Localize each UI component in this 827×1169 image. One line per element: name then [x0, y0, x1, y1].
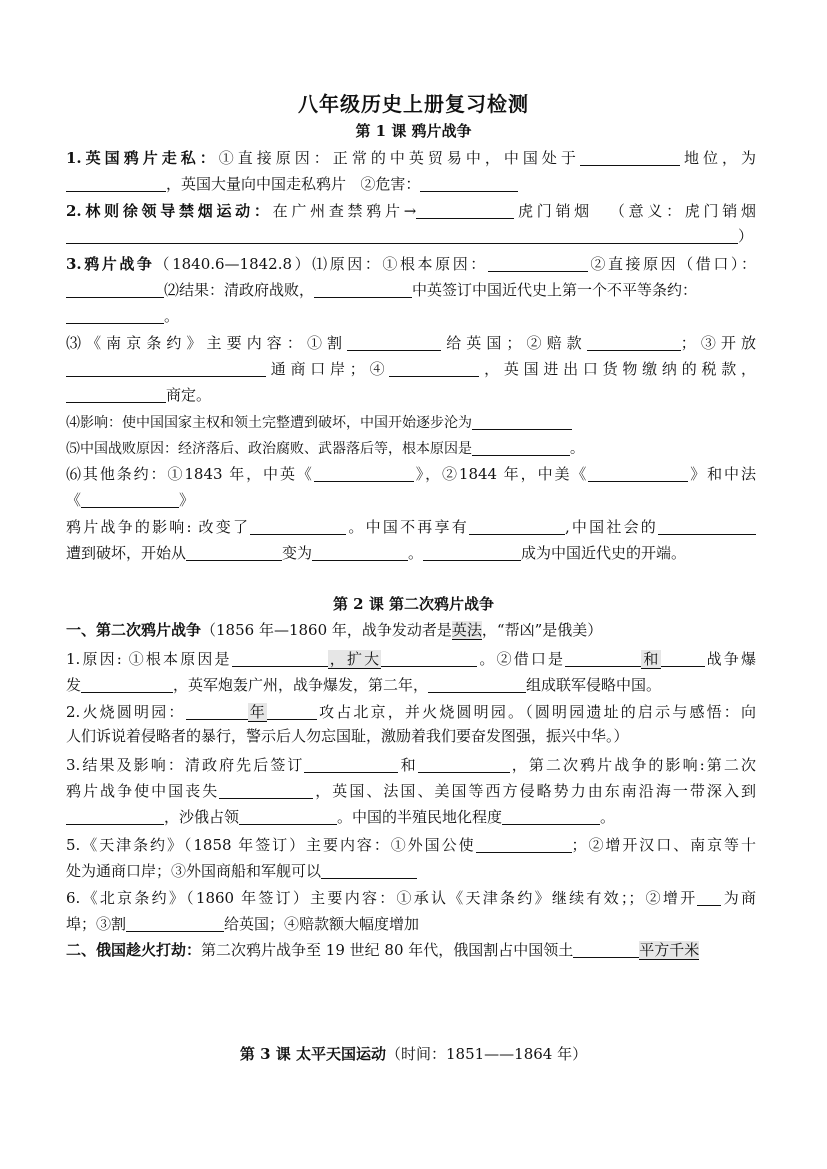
l1-item2-line2: ） [66, 222, 756, 248]
fill-blank [66, 173, 166, 192]
l1-item3-line2: ⑵结果：清政府战败， 中英签订中国近代史上第一个不平等条约： [66, 276, 756, 302]
fill-blank [472, 411, 572, 430]
lesson1-heading: 第 1 课 鸦片战争 [355, 122, 472, 140]
fill-blank [314, 463, 414, 482]
fill-blank [66, 358, 266, 377]
fill-blank [347, 332, 441, 351]
l1-item4-line3: 商定。 [66, 381, 756, 407]
fill-blank [186, 701, 248, 720]
l1-item2-line1: 2.林则徐领导禁烟运动：在广州查禁鸦片→ 虎门销烟 （意义：虎门销烟 [66, 202, 756, 220]
l2-item2-line1: 2.火烧圆明园： 年 攻占北京，并火烧圆明园。（圆明园遗址的启示与感悟：向 [66, 703, 756, 721]
fill-blank [697, 887, 721, 906]
fill-blank [565, 648, 641, 667]
l1-item7-line2: 《 》 [66, 491, 195, 509]
fill-blank [321, 860, 417, 879]
fill-blank [219, 780, 313, 799]
l1-item7-line1: ⑹其他条约：①1843 年，中英《 》，②1844 年，中美《 》和中法 [66, 465, 756, 483]
fill-blank [381, 648, 477, 667]
l1-impact-line2: 遭到破坏，开始从 变为 。 成为中国近代史的开端。 [66, 544, 687, 562]
l2-item6-line1: 6.《北京条约》（1860 年签订）主要内容：①承认《天津条约》继续有效；；②增开 为商 [66, 889, 756, 907]
l2-item6-line2: 埠；③割 给英国；④赔款额大幅度增加 [66, 915, 420, 933]
l1-impact-line1: 鸦片战争的影响: 改变了 。中国不再享有 ,中国社会的 [66, 513, 756, 539]
fill-blank [389, 358, 479, 377]
fill-blank [312, 542, 408, 561]
l2-item3-line1: 3.结果及影响：清政府先后签订 和 ，第二次鸦片战争的影响:第二次 [66, 756, 756, 774]
fill-blank [66, 305, 164, 324]
l1-item4-line1: ⑶《南京条约》主要内容：①割 给英国；②赔款 ；③开放 [66, 334, 756, 352]
fill-blank [314, 279, 412, 298]
fill-blank [587, 332, 681, 351]
l2-item1-line1: 1.原因: ①根本原因是 ，扩大 。②借口是 和 战争爆 [66, 650, 756, 668]
fill-blank [239, 806, 337, 825]
l2-section2: 二、俄国趁火打劫：第二次鸦片战争至 19 世纪 80 年代，俄国割占中国领土 平方千米 [66, 941, 700, 959]
l1-item3-label: 3.鸦片战争 [66, 255, 155, 273]
l2-item5-line2: 处为通商口岸；③外国商船和军舰可以 [66, 857, 756, 883]
highlighted-answer: ，扩大 [327, 650, 382, 668]
l1-item1-label: 1.英国鸦片走私： [66, 149, 219, 167]
fill-blank [580, 147, 680, 166]
fill-blank [418, 754, 510, 773]
highlighted-answer: 平方千米 [639, 941, 700, 959]
l2-section1-heading: 一、第二次鸦片战争（1856 年—1860 年，战争发动者是英法，“帮凶”是俄美） [66, 621, 603, 639]
l2-item3-line2: 鸦片战争使中国丧失 ，英国、法国、美国等西方侵略势力由东南沿海一带深入到 [66, 782, 756, 800]
fill-blank [186, 542, 282, 561]
highlighted-answer: 英法 [451, 621, 482, 639]
l1-item3-line3: 。 [66, 302, 756, 328]
l2-item2-line2: 人们诉说着侵略者的暴行，警示后人勿忘国耻，激励着我们要奋发图强，振兴中华。） [66, 727, 629, 745]
l2-item1-line2: 发 ，英军炮轰广州，战争爆发，第二年， 组成联军侵略中国。 [66, 676, 662, 694]
l1-item6: ⑸中国战败原因：经济落后、政治腐败、武器落后等，根本原因是 。 [66, 434, 756, 461]
l1-item2-label: 2.林则徐领导禁烟运动： [66, 202, 273, 220]
l1-item5: ⑷影响：使中国国家主权和领土完整遭到破坏，中国开始逐步沦为 [66, 408, 756, 435]
l1-item1-line2: ，英国大量向中国走私鸦片 ②危害： [66, 170, 756, 196]
fill-blank [573, 939, 639, 958]
fill-blank [416, 200, 514, 219]
fill-blank [66, 384, 166, 403]
fill-blank [267, 701, 317, 720]
l1-item3-line1: 3.鸦片战争（1840.6—1842.8）⑴原因：①根本原因： ②直接原因（借口）： [66, 255, 756, 273]
page-title: 八年级历史上册复习检测 [298, 92, 529, 116]
fill-blank [658, 516, 756, 535]
fill-blank [469, 516, 565, 535]
l1-item1-line1: 1.英国鸦片走私：①直接原因：正常的中英贸易中，中国处于 地位，为 [66, 149, 756, 167]
fill-blank [81, 489, 179, 508]
fill-blank [472, 437, 570, 456]
fill-blank [126, 913, 224, 932]
l1-item4-line2: 通商口岸；④ ，英国进出口货物缴纳的税款， [66, 355, 756, 381]
fill-blank [250, 516, 346, 535]
fill-blank [66, 806, 164, 825]
lesson2-heading: 第 2 课 第二次鸦片战争 [332, 595, 495, 613]
fill-blank [488, 253, 588, 272]
fill-blank [66, 225, 738, 244]
fill-blank [423, 542, 521, 561]
fill-blank [81, 674, 173, 693]
fill-blank [232, 648, 328, 667]
fill-blank [428, 674, 526, 693]
fill-blank [476, 834, 572, 853]
highlighted-answer: 年 [247, 703, 267, 721]
l2-item5-line1: 5.《天津条约》（1858 年签订）主要内容：①外国公使 ；②增开汉口、南京等十 [66, 836, 756, 854]
l2-item3-line3: ，沙俄占领 。中国的半殖民地化程度 。 [66, 803, 756, 829]
fill-blank [502, 806, 600, 825]
fill-blank [66, 279, 164, 298]
fill-blank [304, 754, 398, 773]
fill-blank [588, 463, 688, 482]
fill-blank [661, 648, 705, 667]
highlighted-answer: 和 [641, 650, 661, 668]
lesson3-heading: 第 3 课 太平天国运动（时间：1851——1864 年） [239, 1045, 588, 1063]
fill-blank [420, 173, 518, 192]
